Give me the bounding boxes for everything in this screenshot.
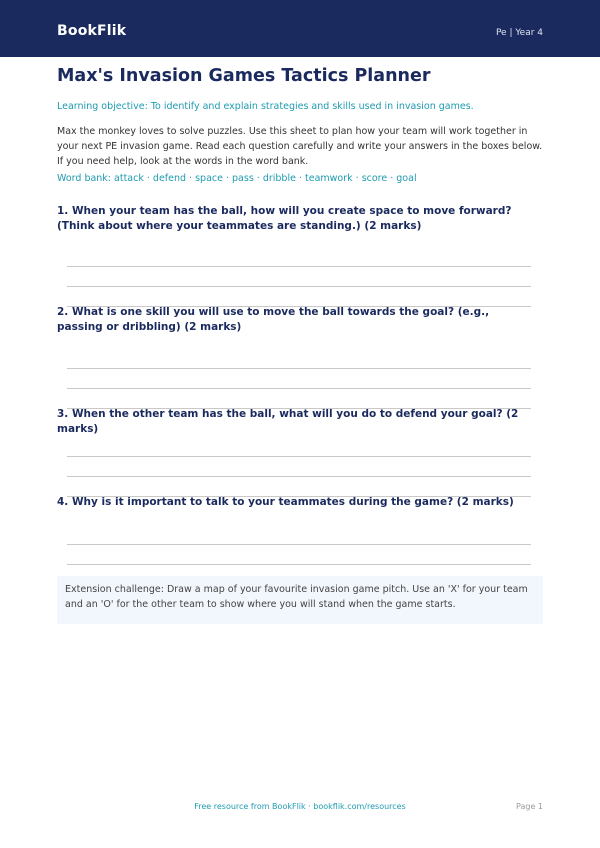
question-3: 3. When the other team has the ball, what will you do to defend your goal? (2 marks) (57, 408, 519, 435)
answer-line-1b[interactable] (67, 286, 531, 287)
answer-line-4a[interactable] (67, 544, 531, 545)
answer-line-2b[interactable] (67, 388, 531, 389)
brand-logo-text: BookFlik (57, 23, 127, 39)
question-2: 2. What is one skill you will use to move the ball towards the goal? (e.g., passing or dribbling) (2 marks) (57, 306, 490, 333)
page-title: Max's Invasion Games Tactics Planner (57, 66, 431, 86)
word-bank: Word bank: attack · defend · space · pass · dribble · teamwork · score · goal (57, 173, 417, 184)
answer-line-4b[interactable] (67, 564, 531, 565)
header-bar (0, 0, 600, 57)
page-number: Page 1 (516, 802, 543, 811)
subject-year-label: Pe | Year 4 (495, 28, 543, 38)
question-4: 4. Why is it important to talk to your teammates during the game? (2 marks) (57, 496, 514, 508)
extension-challenge-box: Extension challenge: Draw a map of your favourite invasion game pitch. Use an 'X' for your team and an 'O' for the other team to show where you will stand when the game starts. (57, 576, 543, 624)
answer-line-3a[interactable] (67, 456, 531, 457)
intro-text: Max the monkey loves to solve puzzles. Use this sheet to plan how your team will work together in your next PE invasion game. Read each question carefully and write your answers in the boxes below. If you need help, look at the words in the word bank. (57, 126, 543, 167)
footer-link[interactable]: Free resource from BookFlik · bookflik.com/resources (194, 802, 406, 811)
learning-objective: Learning objective: To identify and explain strategies and skills used in invasion games. (57, 101, 474, 112)
answer-line-2a[interactable] (67, 368, 531, 369)
answer-line-1a[interactable] (67, 266, 531, 267)
question-1: 1. When your team has the ball, how will you create space to move forward? (Think about where your teammates are standing.) (2 marks) (57, 205, 512, 232)
answer-line-3b[interactable] (67, 476, 531, 477)
